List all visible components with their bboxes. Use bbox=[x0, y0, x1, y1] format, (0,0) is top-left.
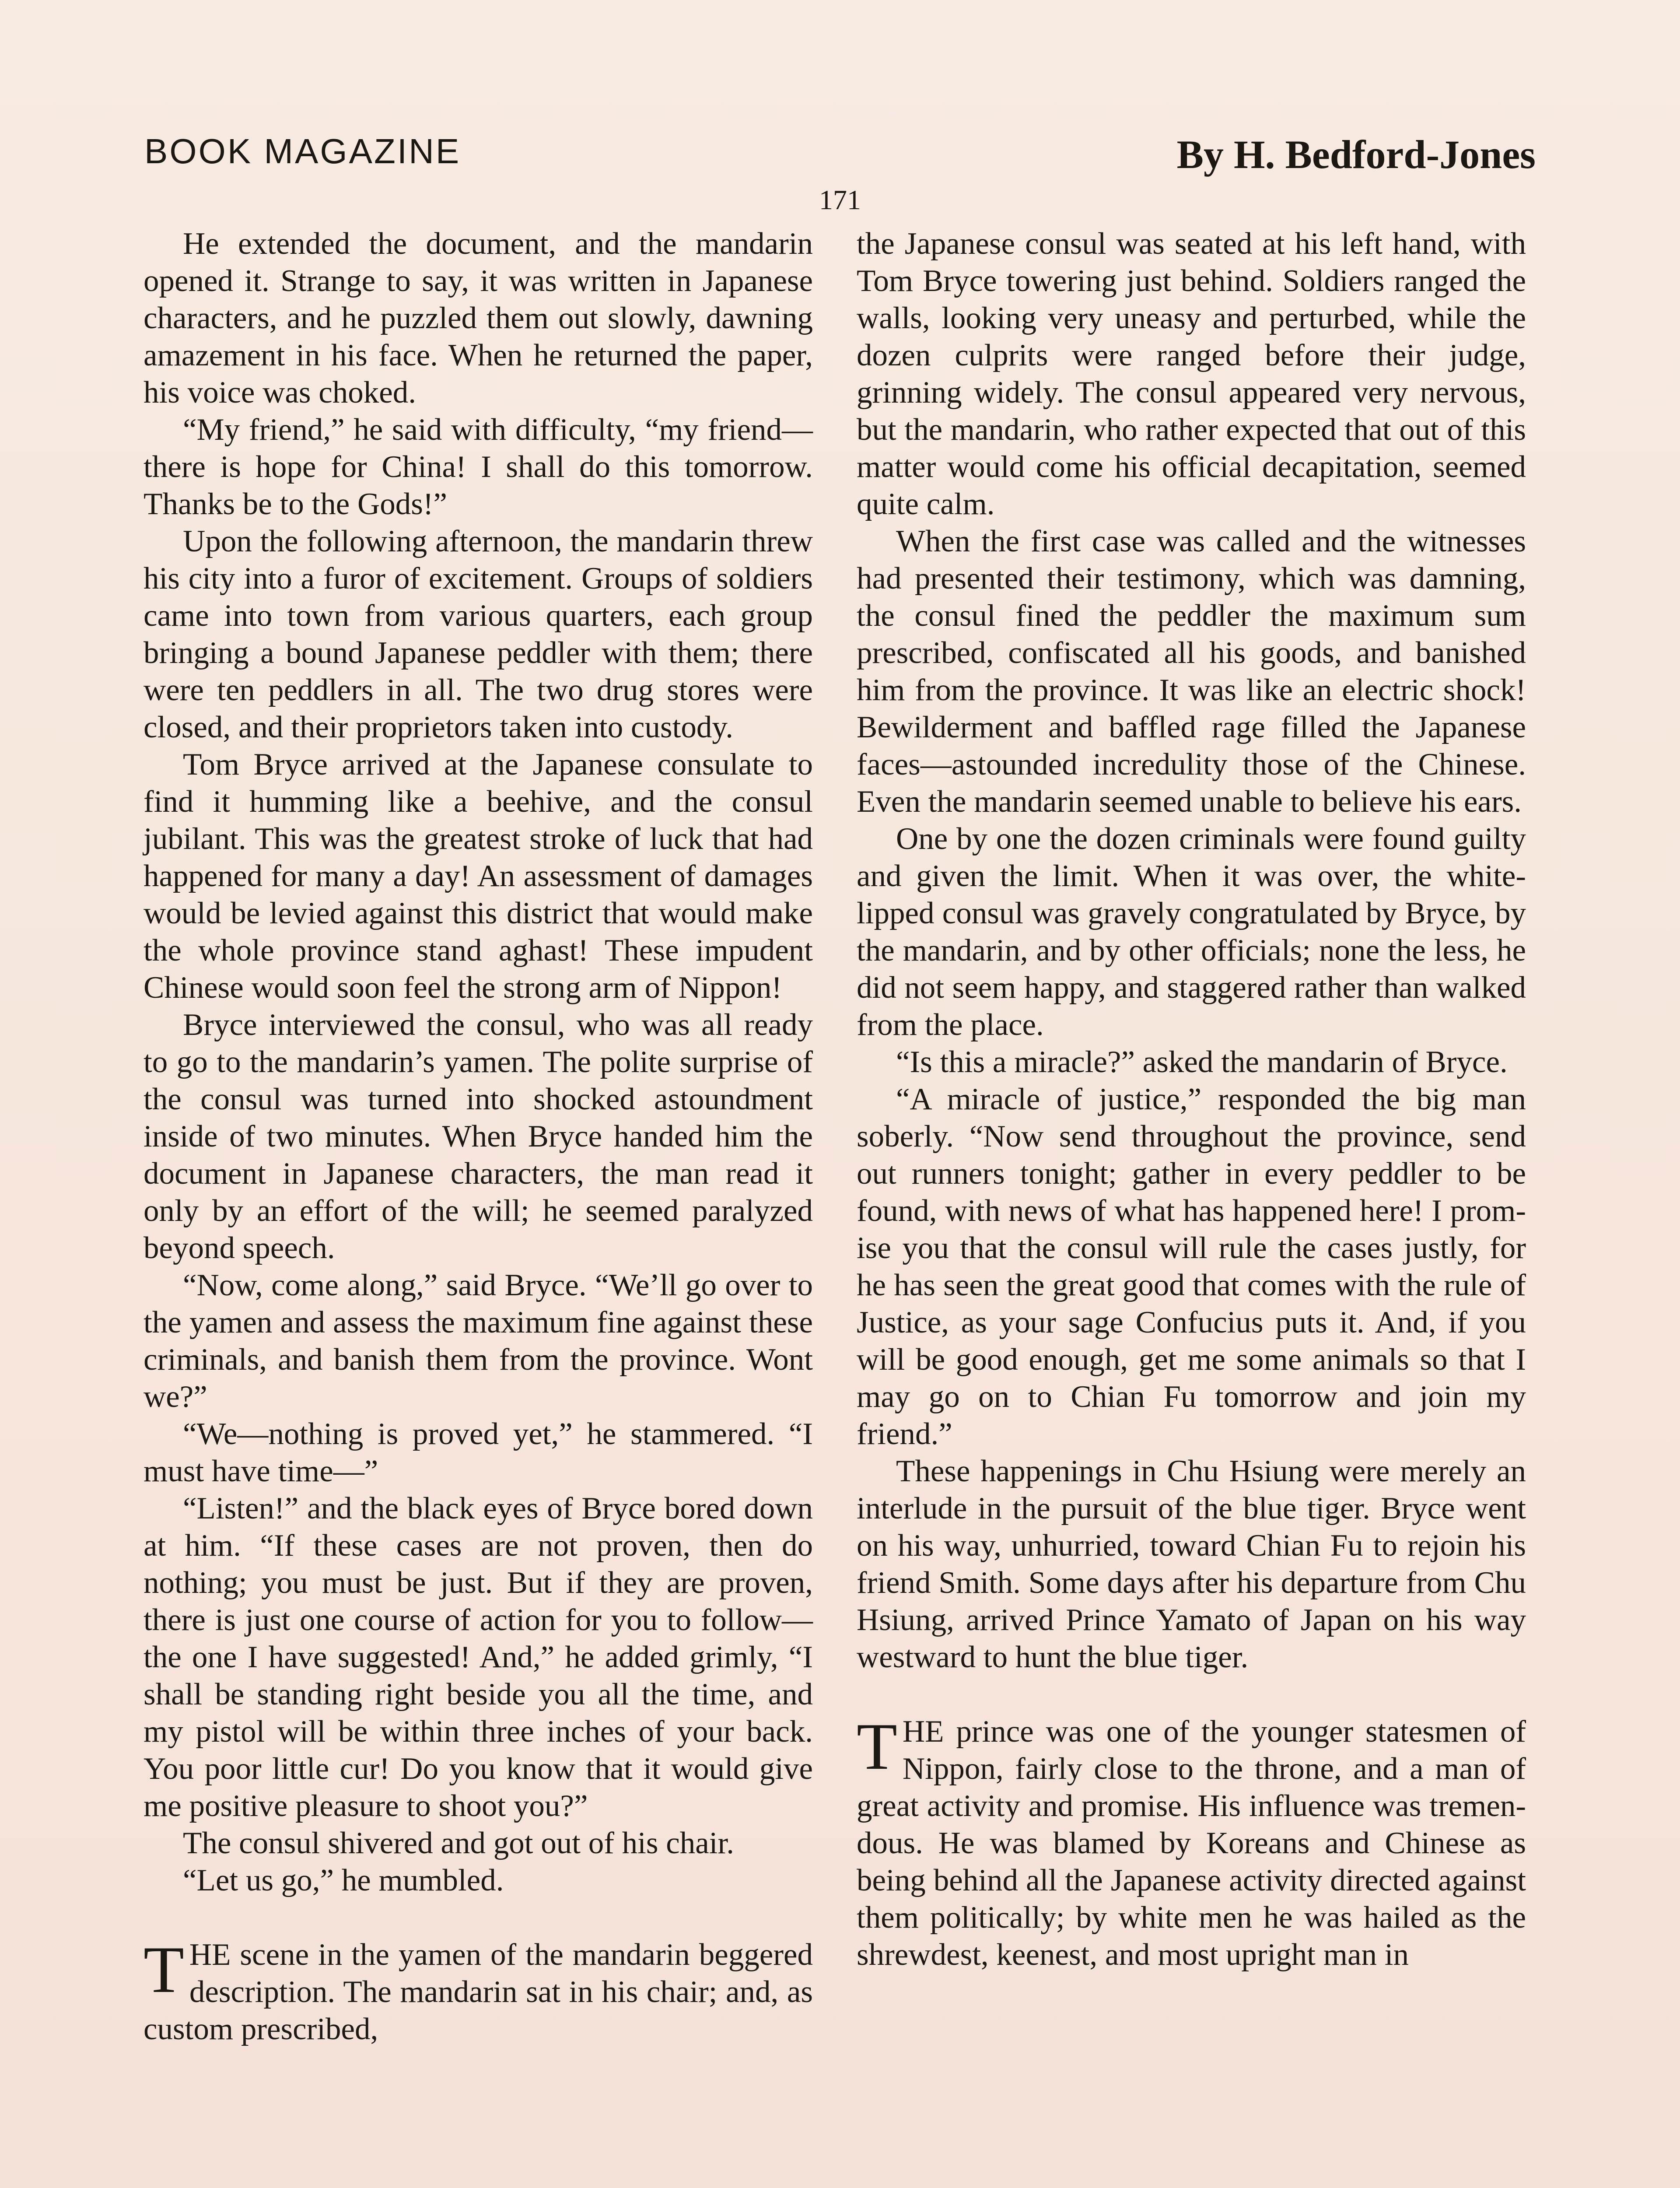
paragraph: “A miracle of justice,” responded the big man soberly. “Now send throughout the province, send out runners tonight; gather in every peddler to be found, with news of what has happened here! I promise you that the consul will rule the cases justly, for he has seen the great good that comes with the rule of Justice, as your sage Confucius puts it. And, if you will be good enough, get me some animals so that I may go on to Chian Fu tomorrow and join my friend.” bbox=[857, 1082, 1526, 1451]
section-opening-paragraph bbox=[144, 1933, 813, 2048]
paragraph: He extended the document, and the mandarin opened it. Strange to say, it was written in Japanese characters, and he puzzled them out slowly, dawning amazement in his face. When he returned the paper, his voice was choked. bbox=[144, 227, 813, 410]
paragraph: “My friend,” he said with difficulty, “my friend—there is hope for China! I shall do this tomorrow. Thanks be to the Gods!” bbox=[144, 413, 813, 521]
magazine-title: BOOK MAGAZINE bbox=[144, 132, 461, 171]
right-column bbox=[857, 225, 1526, 1974]
author-byline: By H. Bedford-Jones bbox=[1176, 132, 1536, 177]
section-text: HE prince was one of the younger statesmen of Nippon, fairly close to the throne, and a man of great activity and promise. His influence was tremendous. He was blamed by Koreans and Chinese as being behind all the Japanese activity directed against them politically; by white men he was hailed as the shrewdest, keenest, and most upright man in bbox=[857, 1715, 1526, 1972]
left-column bbox=[144, 225, 813, 2048]
section-opening-paragraph bbox=[857, 1710, 1526, 1974]
paragraph: “Is this a miracle?” asked the mandarin of Bryce. bbox=[896, 1045, 1508, 1079]
paragraph: “Let us go,” he mumbled. bbox=[183, 1863, 504, 1897]
page-number: 171 bbox=[819, 184, 861, 215]
section-text: HE scene in the yamen of the mandarin beggered description. The mandarin sat in his chair; and, as custom prescribed, bbox=[144, 1938, 813, 2046]
paragraph: Bryce interviewed the consul, who was all ready to go to the mandarin’s yamen. The polite surprise of the consul was turned into shocked astoundment inside of two minutes. When Bryce handed him the document in Japanese characters, the man read it only by an effort of the will; he seemed paralyzed beyond speech. bbox=[144, 1008, 813, 1265]
paragraph: “We—nothing is proved yet,” he stammered. “I must have time—” bbox=[144, 1417, 813, 1488]
paragraph: “Listen!” and the black eyes of Bryce bored down at him. “If these cases are not proven, then do nothing; you must be just. But if they are proven, there is just one course of action for you to follow—the one I have suggested! And,” he added grimly, “I shall be standing right beside you all the time, and my pistol will be within three inches of your back. You poor little cur! Do you know that it would give me positive pleasure to shoot you?” bbox=[144, 1491, 813, 1823]
drop-cap: T bbox=[144, 1933, 184, 2006]
continued-paragraph: the Japanese consul was seated at his left hand, with Tom Bryce towering just behind. Soldiers ranged the walls, looking very uneasy and perturbed, while the dozen culprits were ranged before their judge, grinning widely. The consul appeared very nervous, but the mandarin, who rather expected that out of this matter would come his official decapitation, seemed quite calm. bbox=[857, 227, 1526, 521]
paragraph: Upon the following afternoon, the mandarin threw his city into a furor of excitement. Groups of soldiers came into town from various quarters, each group bringing a bound Japanese peddler with them; there were ten peddlers in all. The two drug stores were closed, and their proprietors taken into custody. bbox=[144, 524, 813, 744]
drop-cap: T bbox=[857, 1710, 897, 1783]
paragraph: When the first case was called and the witnesses had presented their testimony, which was damning, the consul fined the peddler the maximum sum prescribed, confiscated all his goods, and banished him from the province. It was like an electric shock! Bewilderment and baffled rage filled the Japanese faces—astounded incredulity those of the Chinese. Even the mandarin seemed unable to believe his ears. bbox=[857, 524, 1526, 819]
paragraph: “Now, come along,” said Bryce. “We’ll go over to the yamen and assess the maximum fine against these criminals, and banish them from the province. Wont we?” bbox=[144, 1268, 813, 1414]
paragraph: One by one the dozen criminals were found guilty and given the limit. When it was over, the white-lipped consul was gravely congratulated by Bryce, by the mandarin, and by other officials; none the less, he did not seem happy, and staggered rather than walked from the place. bbox=[857, 822, 1526, 1042]
paragraph: These happenings in Chu Hsiung were merely an interlude in the pursuit of the blue tiger. Bryce went on his way, unhurried, toward Chian Fu to rejoin his friend Smith. Some days after his departure from Chu Hsiung, arrived Prince Yamato of Japan on his way westward to hunt the blue tiger. bbox=[857, 1454, 1526, 1674]
paragraph: Tom Bryce arrived at the Japanese consulate to find it humming like a beehive, and the consul jubilant. This was the greatest stroke of luck that had happened for many a day! An assessment of damages would be levied against this district that would make the whole province stand aghast! These impudent Chinese would soon feel the strong arm of Nippon! bbox=[144, 747, 813, 1005]
paragraph: The consul shivered and got out of his chair. bbox=[183, 1826, 734, 1860]
